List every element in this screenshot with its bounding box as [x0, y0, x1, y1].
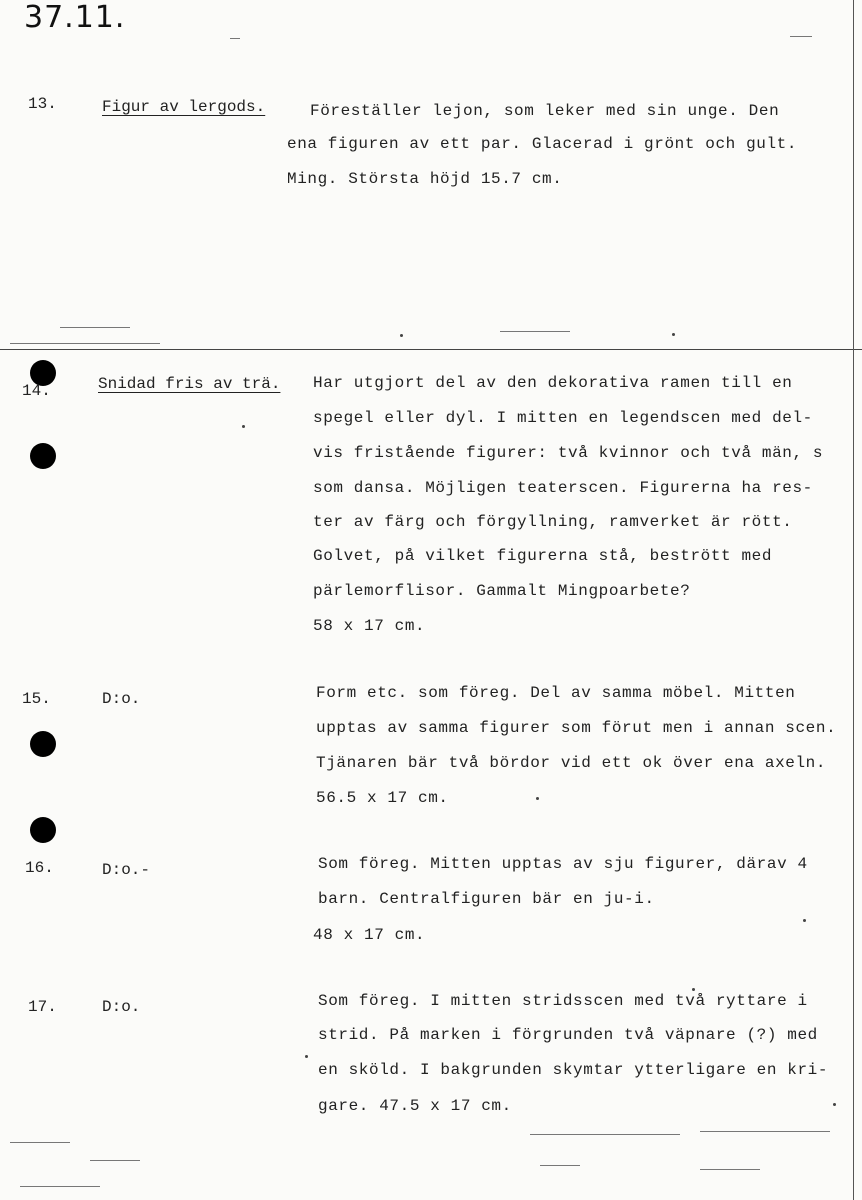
entry-text-line: en sköld. I bakgrunden skymtar ytterligare en kri-	[318, 1061, 829, 1079]
entry-text-line: 58 x 17 cm.	[313, 617, 426, 635]
entry-text-line: Som föreg. Mitten upptas av sju figurer, därav 4	[318, 855, 808, 873]
entry-text-line: Föreställer lejon, som leker med sin unge. Den	[310, 102, 780, 120]
punch-hole	[30, 731, 56, 757]
scan-artifact	[540, 1165, 580, 1166]
scan-speck	[242, 425, 245, 428]
scan-speck	[305, 1055, 308, 1058]
scan-artifact	[20, 1186, 100, 1187]
entry-text-line: spegel eller dyl. I mitten en legendscen med del-	[313, 409, 813, 427]
scan-speck	[400, 334, 403, 337]
entry-text-line: Som föreg. I mitten stridsscen med två ryttare i	[318, 992, 808, 1010]
scan-artifact	[530, 1134, 680, 1135]
entry-text-line: pärlemorflisor. Gammalt Mingpoarbete?	[313, 582, 691, 600]
entry-number: 15.	[22, 690, 51, 708]
scan-speck	[833, 1103, 836, 1106]
scan-speck	[672, 333, 675, 336]
scan-artifact	[700, 1169, 760, 1170]
entry-text-line: upptas av samma figurer som förut men i annan scen.	[316, 719, 837, 737]
entry-text-line: Har utgjort del av den dekorativa ramen till en	[313, 374, 793, 392]
entry-text-line: vis fristående figurer: två kvinnor och två män, s	[313, 444, 824, 462]
entry-text-line: Golvet, på vilket figurerna stå, bestrött med	[313, 547, 773, 565]
entry-text-line: Ming. Största höjd 15.7 cm.	[287, 170, 563, 188]
scan-speck	[803, 919, 806, 922]
entry-text-line: barn. Centralfiguren bär en ju-i.	[318, 890, 655, 908]
entry-text-line: 48 x 17 cm.	[313, 926, 426, 944]
entry-number: 13.	[28, 95, 57, 113]
punch-hole	[30, 443, 56, 469]
scan-artifact	[500, 331, 570, 332]
entry-text-line: ena figuren av ett par. Glacerad i grönt och gult.	[287, 135, 798, 153]
entry-title: D:o.	[102, 998, 141, 1016]
scan-artifact	[10, 1142, 70, 1143]
scan-artifact	[700, 1131, 830, 1132]
entry-text-line: som dansa. Möjligen teaterscen. Figurerna ha res-	[313, 479, 813, 497]
scan-artifact	[10, 343, 160, 344]
scan-artifact	[60, 327, 130, 328]
entry-title: Figur av lergods.	[102, 98, 266, 116]
card-divider	[0, 349, 862, 350]
entry-title: Snidad fris av trä.	[98, 375, 281, 393]
scan-speck	[692, 988, 695, 991]
entry-text-line: 56.5 x 17 cm.	[316, 789, 449, 807]
entry-text-line: ter av färg och förgyllning, ramverket är rött.	[313, 513, 793, 531]
entry-number: 17.	[28, 998, 57, 1016]
entry-number: 14.	[22, 382, 51, 400]
scan-artifact	[90, 1160, 140, 1161]
entry-text-line: strid. På marken i förgrunden två väpnare (?) med	[318, 1026, 818, 1044]
scan-speck	[536, 797, 539, 800]
page-edge-line	[853, 0, 854, 1200]
entry-text-line: Tjänaren bär två bördor vid ett ok över ena axeln.	[316, 754, 827, 772]
entry-number: 16.	[25, 859, 54, 877]
punch-hole	[30, 817, 56, 843]
entry-title: D:o.-	[102, 861, 151, 879]
page-number: 37.11.	[24, 0, 126, 35]
entry-text-line: Form etc. som föreg. Del av samma möbel. Mitten	[316, 684, 796, 702]
entry-text-line: gare. 47.5 x 17 cm.	[318, 1097, 512, 1115]
entry-title: D:o.	[102, 690, 141, 708]
scan-artifact	[230, 38, 240, 39]
scan-artifact	[790, 36, 812, 37]
